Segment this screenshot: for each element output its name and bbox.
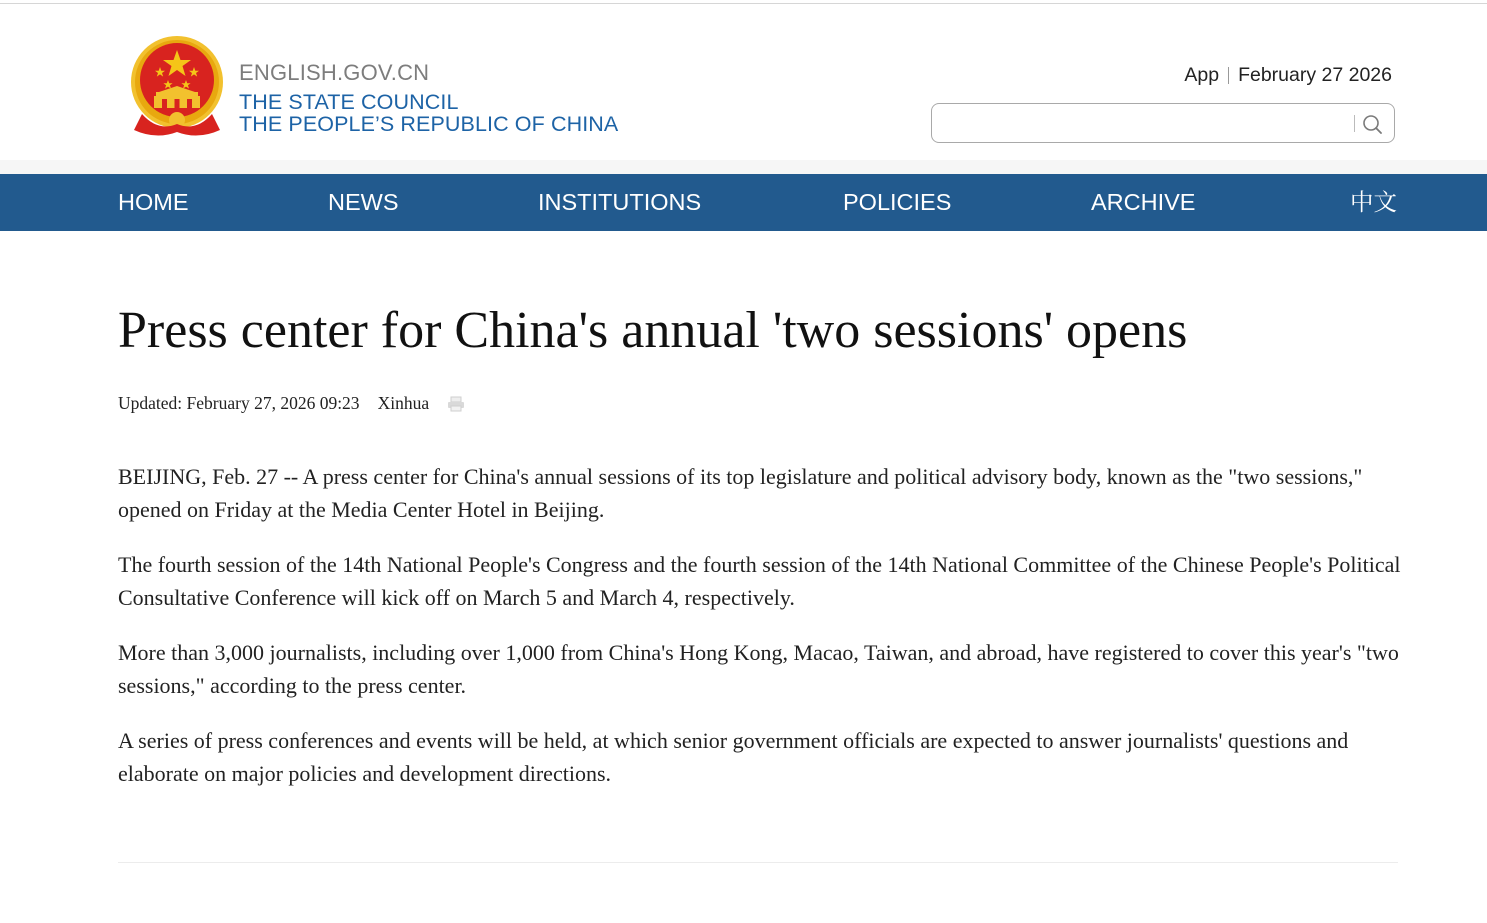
nav-item-chinese[interactable]: 中文: [1350, 189, 1397, 215]
org-name-line-2[interactable]: THE PEOPLE’S REPUBLIC OF CHINA: [239, 112, 619, 136]
article-meta: [118, 393, 465, 414]
article-divider: [118, 862, 1398, 863]
national-emblem-icon[interactable]: [128, 34, 226, 140]
org-name-line-1[interactable]: THE STATE COUNCIL: [239, 90, 459, 114]
top-links: [1184, 64, 1392, 87]
search-divider: [1354, 115, 1355, 132]
article-paragraph: BEIJING, Feb. 27 -- A press center for China's annual sessions of its top legislature and political advisory body, known as the "two sessions," opened on Friday at the Media Center Hotel in Beijing.: [118, 464, 1363, 522]
search-input[interactable]: [942, 108, 1346, 140]
updated-timestamp: Updated: February 27, 2026 09:23: [118, 393, 360, 413]
article-paragraph: The fourth session of the 14th National People's Congress and the fourth session of the 14th National Committee of the Chinese People's Political Consultative Conference will kick off on March 5 and March 4, respectively.: [118, 552, 1401, 610]
link-divider: [1228, 67, 1229, 84]
site-header: [0, 4, 1487, 164]
current-date: February 27 2026: [1238, 64, 1392, 86]
nav-item-archive[interactable]: ARCHIVE: [1091, 189, 1196, 215]
article-source: Xinhua: [377, 393, 430, 413]
site-name[interactable]: ENGLISH.GOV.CN: [239, 60, 430, 85]
article-paragraph: A series of press conferences and events will be held, at which senior government officials are expected to answer journalists' questions and elaborate on major policies and development directions.: [118, 728, 1349, 786]
article-title: Press center for China's annual 'two sessions' opens: [118, 302, 1188, 359]
search-box: [931, 103, 1395, 143]
app-link[interactable]: App: [1184, 64, 1220, 86]
nav-item-institutions[interactable]: INSTITUTIONS: [538, 189, 702, 215]
nav-item-home[interactable]: HOME: [118, 189, 189, 215]
search-icon[interactable]: [1357, 109, 1389, 139]
article-paragraph: More than 3,000 journalists, including over 1,000 from China's Hong Kong, Macao, Taiwan, and abroad, have registered to cover this year's "two sessions," according to the press center.: [118, 640, 1399, 698]
nav-item-news[interactable]: NEWS: [328, 189, 399, 215]
article-body: [118, 460, 1408, 812]
header-shade: [0, 160, 1487, 174]
nav-item-policies[interactable]: POLICIES: [843, 189, 952, 215]
print-icon[interactable]: [447, 396, 465, 412]
main-nav: [0, 174, 1487, 231]
